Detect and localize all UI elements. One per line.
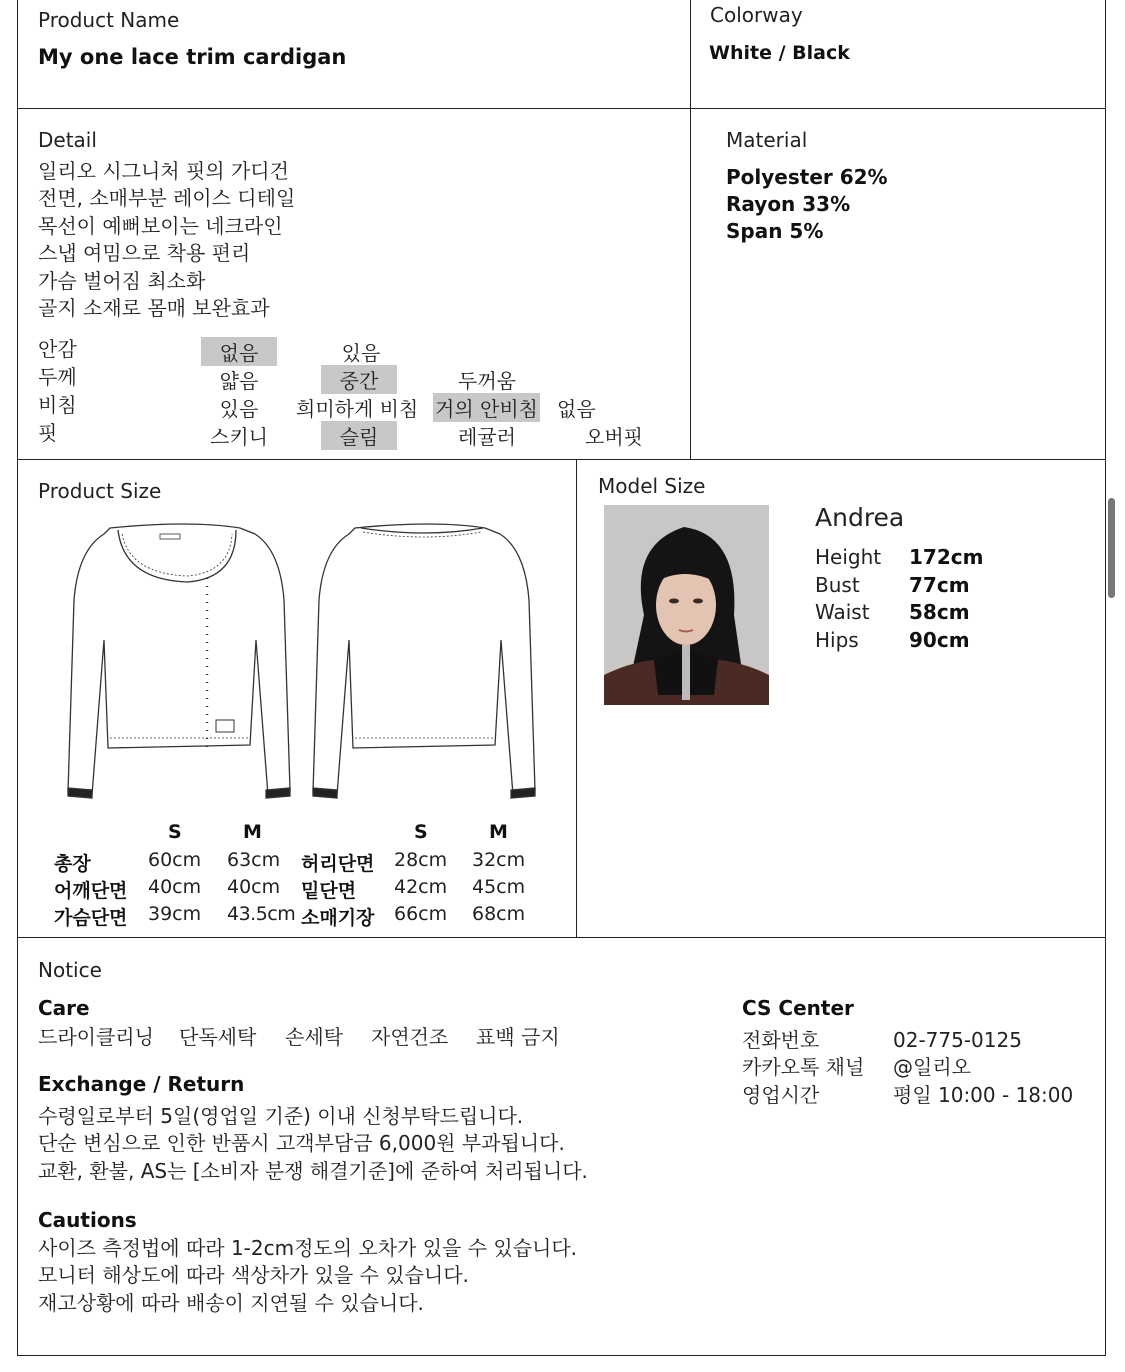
- size-row-name: 밑단면: [301, 880, 357, 902]
- size-value: 32cm: [472, 849, 526, 871]
- caution-line: 모니터 해상도에 따라 색상차가 있을 수 있습니다.: [38, 1263, 469, 1288]
- front-garment-sketch-icon: [60, 520, 300, 810]
- attr-thickness-option-thin: 얇음: [219, 369, 259, 393]
- cs-phone: 02-775-0125: [893, 1028, 1022, 1052]
- attr-name-thickness: 두께: [38, 365, 77, 389]
- cs-center-rows: [742, 1024, 1073, 1106]
- material-line: Rayon 33%: [726, 192, 851, 216]
- divider: [17, 459, 1106, 460]
- attr-fit-option-slim: 슬림: [321, 421, 397, 450]
- back-garment-sketch-icon: [305, 520, 545, 810]
- cs-key: 전화번호: [742, 1028, 820, 1052]
- size-col-header: M: [243, 821, 262, 843]
- size-col-header: S: [168, 821, 182, 843]
- product-name-label: Product Name: [38, 8, 180, 32]
- model-stat-value: 58cm: [909, 600, 970, 624]
- attr-name-sheerness: 비침: [38, 393, 77, 417]
- exchange-line: 교환, 환불, AS는 [소비자 분쟁 해결기준]에 준하여 처리됩니다.: [38, 1158, 588, 1183]
- product-name: My one lace trim cardigan: [38, 45, 347, 69]
- care-item: 단독세탁: [179, 1025, 257, 1049]
- size-value: 45cm: [472, 876, 526, 898]
- size-value: 40cm: [227, 876, 281, 898]
- divider: [17, 937, 1106, 938]
- size-value: 42cm: [394, 876, 448, 898]
- scrollbar-thumb[interactable]: [1108, 498, 1115, 598]
- detail-line: 골지 소재로 몸매 보완효과: [38, 296, 270, 321]
- cautions-lines: [38, 1235, 577, 1317]
- size-row-name: 허리단면: [301, 853, 375, 875]
- model-size-label: Model Size: [598, 474, 706, 498]
- size-row-name: 소매기장: [301, 907, 375, 929]
- attr-sheer-option-yes: 있음: [219, 397, 259, 421]
- cautions-title: Cautions: [38, 1208, 137, 1232]
- material-list: [726, 164, 888, 245]
- detail-label: Detail: [38, 128, 97, 152]
- model-stat-value: 90cm: [909, 627, 970, 652]
- attr-sheer-option-slight: 희미하게 비침: [296, 397, 419, 421]
- detail-line: 스냅 여밈으로 착용 편리: [38, 241, 251, 266]
- size-value: 66cm: [394, 903, 448, 925]
- size-value: 63cm: [227, 849, 281, 871]
- care-item: 손세탁: [285, 1025, 343, 1049]
- caution-line: 사이즈 측정법에 따라 1-2cm정도의 오차가 있을 수 있습니다.: [38, 1236, 578, 1260]
- model-name: Andrea: [815, 503, 905, 532]
- detail-lines: [38, 158, 295, 322]
- cs-center-title: CS Center: [742, 996, 854, 1020]
- model-stat-value: 172cm: [909, 545, 984, 569]
- size-col-header: M: [489, 821, 508, 843]
- care-item: 표백 금지: [476, 1025, 560, 1049]
- model-photo: [604, 505, 769, 705]
- model-stat-key: Bust: [815, 572, 860, 597]
- size-value: 39cm: [148, 903, 202, 925]
- model-stat-key: Height: [815, 545, 882, 569]
- colorway-label: Colorway: [710, 3, 803, 27]
- size-col-header: S: [414, 821, 428, 843]
- attr-fit-option-over: 오버핏: [585, 425, 643, 449]
- exchange-line: 수령일로부터 5일(영업일 기준) 이내 신청부탁드립니다.: [38, 1104, 524, 1128]
- attr-thickness-option-medium: 중간: [321, 365, 397, 394]
- exchange-lines: [38, 1103, 588, 1185]
- care-item: 자연건조: [371, 1025, 449, 1049]
- cs-key: 영업시간: [742, 1082, 820, 1107]
- size-row-name: 총장: [54, 853, 91, 875]
- caution-line: 재고상황에 따라 배송이 지연될 수 있습니다.: [38, 1290, 424, 1315]
- attr-fit-option-regular: 레귤러: [458, 425, 516, 449]
- detail-line: 목선이 예뻐보이는 네크라인: [38, 213, 283, 238]
- size-value: 28cm: [394, 849, 448, 871]
- model-stat-key: Hips: [815, 627, 859, 652]
- size-row-name: 가슴단면: [54, 907, 128, 929]
- attr-sheer-option-barely: 거의 안비침: [433, 393, 540, 422]
- model-stat-value: 77cm: [909, 572, 970, 597]
- size-value: 60cm: [148, 849, 202, 871]
- exchange-title: Exchange / Return: [38, 1072, 245, 1096]
- exchange-line: 단순 변심으로 인한 반품시 고객부담금 6,000원 부과됩니다.: [38, 1131, 565, 1156]
- size-value: 40cm: [148, 876, 202, 898]
- attr-thickness-option-thick: 두꺼움: [458, 369, 516, 393]
- notice-label: Notice: [38, 958, 102, 982]
- material-line: Span 5%: [726, 219, 824, 243]
- attr-fit-option-skinny: 스키니: [210, 425, 268, 449]
- model-stat-key: Waist: [815, 600, 870, 624]
- attr-lining-option-none: 없음: [201, 337, 277, 366]
- material-line: Polyester 62%: [726, 165, 888, 189]
- divider: [17, 108, 1106, 109]
- detail-line: 가슴 벌어짐 최소화: [38, 268, 206, 293]
- detail-line: 전면, 소매부분 레이스 디테일: [38, 186, 296, 211]
- attr-lining-option-yes: 있음: [341, 341, 381, 365]
- attr-name-fit: 핏: [38, 421, 58, 445]
- cs-kakao: @일리오: [893, 1055, 971, 1080]
- material-label: Material: [726, 128, 808, 152]
- cs-key: 카카오톡 채널: [742, 1055, 865, 1080]
- size-value: 43.5cm: [227, 903, 296, 925]
- size-value: 68cm: [472, 903, 526, 925]
- cs-hours: 평일 10:00 - 18:00: [893, 1082, 1074, 1107]
- care-title: Care: [38, 996, 90, 1020]
- divider: [576, 459, 577, 937]
- attr-sheer-option-none: 없음: [557, 397, 596, 421]
- detail-line: 일리오 시그니처 핏의 가디건: [38, 159, 289, 183]
- size-row-name: 어깨단면: [54, 880, 128, 902]
- care-item: 드라이클리닝: [38, 1025, 154, 1049]
- model-stats: [815, 545, 983, 655]
- product-size-label: Product Size: [38, 479, 162, 503]
- attr-name-lining: 안감: [38, 337, 77, 361]
- divider: [690, 0, 691, 459]
- colorway-value: White / Black: [709, 42, 850, 64]
